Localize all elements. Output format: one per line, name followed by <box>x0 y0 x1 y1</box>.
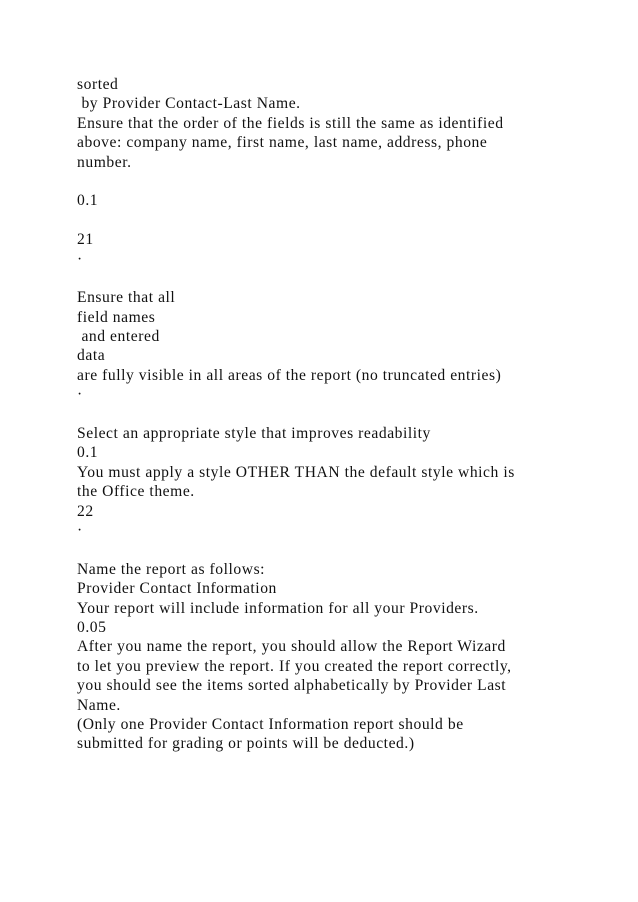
text-line: After you name the report, you should allow the Report Wizard <box>77 638 506 656</box>
text-line: by Provider Contact-Last Name. <box>77 95 301 113</box>
blank-line <box>77 211 607 230</box>
text-line: are fully visible in all areas of the report (no truncated entries) <box>77 366 502 384</box>
blank-line <box>77 405 607 424</box>
text-line: sorted <box>77 76 119 93</box>
bullet-dot: · <box>77 250 83 268</box>
text-line: Your report will include information for all your Providers. <box>77 599 479 617</box>
text-line: You must apply a style OTHER THAN the default style which is <box>77 463 515 481</box>
text-line: to let you preview the report. If you created the report correctly, <box>77 657 512 675</box>
blank-line <box>77 172 607 191</box>
text-line: 0.05 <box>77 618 107 636</box>
text-line: you should see the items sorted alphabetically by Provider Last <box>77 677 507 695</box>
text-line: data <box>77 347 106 365</box>
text-line: 21 <box>77 231 94 249</box>
blank-line <box>77 540 607 559</box>
text-line: field names <box>77 308 156 326</box>
text-line: submitted for grading or points will be deducted.) <box>77 735 415 753</box>
text-line: (Only one Provider Contact Information report should be <box>77 715 464 733</box>
text-line: Name. <box>77 696 121 714</box>
text-line: Ensure that the order of the fields is still the same as identified <box>77 114 504 132</box>
text-line: Name the report as follows: <box>77 560 266 578</box>
bullet-dot: · <box>77 521 83 539</box>
text-line: the Office theme. <box>77 483 195 501</box>
text-line: 22 <box>77 502 94 520</box>
text-line: 0.1 <box>77 444 99 462</box>
text-line: Ensure that all <box>77 289 176 307</box>
text-line: Select an appropriate style that improves readability <box>77 425 431 443</box>
document-body <box>77 75 607 754</box>
blank-line <box>77 269 607 288</box>
bullet-dot: · <box>77 386 83 404</box>
text-line: 0.1 <box>77 192 99 210</box>
text-line: above: company name, first name, last name, address, phone <box>77 134 488 152</box>
text-line: and entered <box>77 328 160 346</box>
text-line: number. <box>77 153 132 171</box>
text-line: Provider Contact Information <box>77 580 277 598</box>
